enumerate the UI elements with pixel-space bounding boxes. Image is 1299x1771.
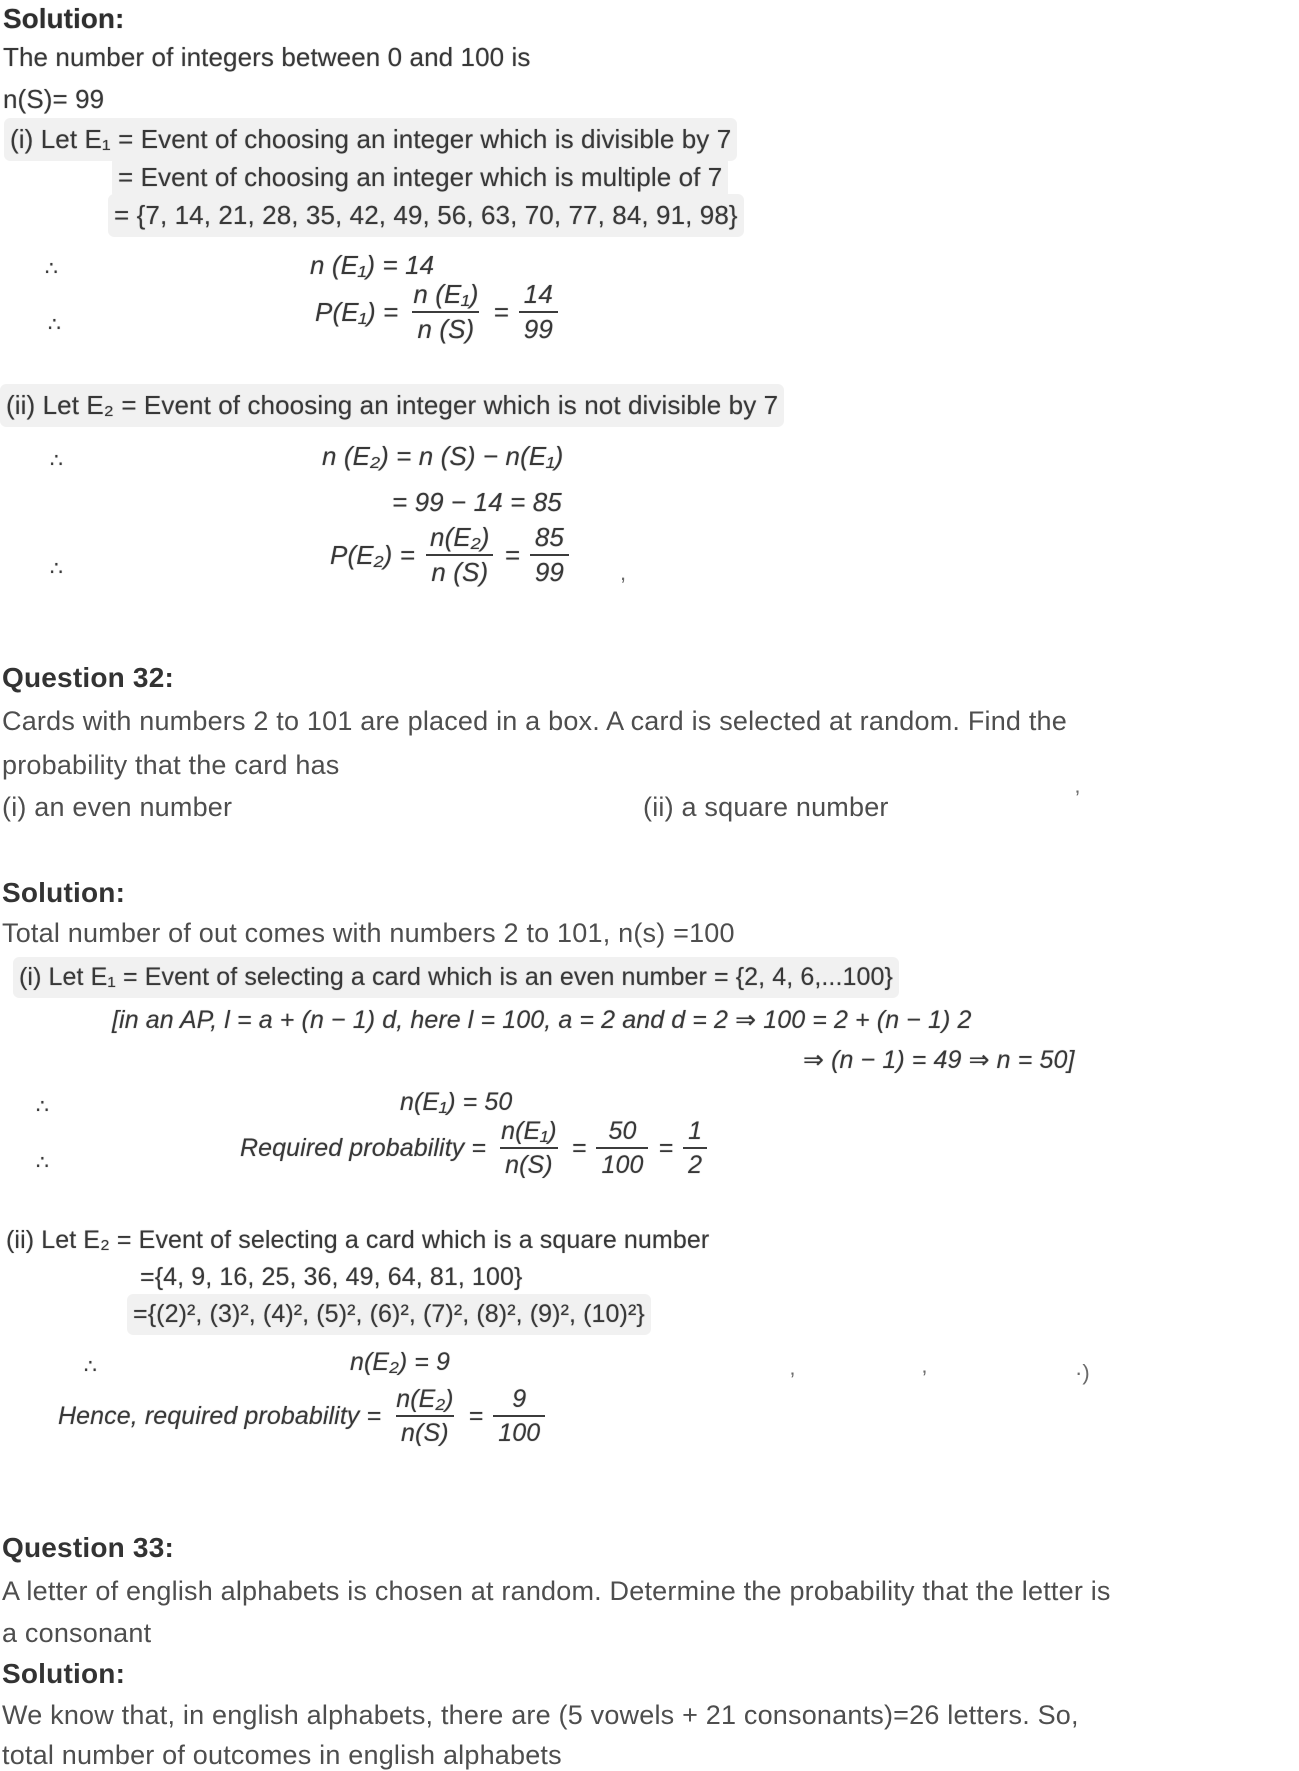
- scan-artifact-comma: ,: [620, 560, 627, 585]
- fraction-denominator: n (S): [412, 311, 479, 343]
- q32-solution-intro: Total number of out comes with numbers 2 to 101, n(s) =100: [2, 918, 735, 948]
- fraction-denominator: 2: [683, 1147, 707, 1178]
- q33-solution-line-1: We know that, in english alphabets, there are (5 vowels + 21 consonants)=26 letters. So,: [2, 1700, 1079, 1730]
- fraction-numerator: n (E₁): [413, 279, 479, 309]
- q32-part-ii-line-2: ={4, 9, 16, 25, 36, 49, 64, 81, 100}: [140, 1263, 523, 1291]
- p-e1-fraction-numeric: [519, 281, 558, 344]
- q32-part-ii-label: (ii) a square number: [643, 792, 889, 822]
- scan-artifact-apostrophe: ’: [1075, 786, 1080, 811]
- q32-part-ii-line-3: ={(2)², (3)², (4)², (5)², (6)², (7)², (8)², (9)², (10)²}: [133, 1300, 645, 1328]
- q31-intro-line-1: The number of integers between 0 and 100 is: [3, 42, 531, 72]
- q31-intro-line-2: n(S)= 99: [3, 84, 105, 114]
- q32-part-i-label: (i) an even number: [2, 792, 233, 822]
- therefore-symbol: ∴: [48, 314, 61, 336]
- hence-probability-lhs: Hence, required probability =: [58, 1401, 382, 1430]
- q33-body-line-1: A letter of english alphabets is chosen at random. Determine the probability that the letter is: [2, 1576, 1111, 1606]
- fraction-denominator: 99: [530, 554, 569, 586]
- scan-artifact-mark: ·): [1075, 1360, 1090, 1385]
- fraction-numerator: 50: [608, 1117, 637, 1145]
- fraction-numerator: 14: [523, 279, 553, 309]
- equals-sign: =: [571, 1133, 587, 1162]
- q31-part-i-line-3: = {7, 14, 21, 28, 35, 42, 49, 56, 63, 70, 77, 84, 91, 98}: [114, 200, 738, 230]
- therefore-symbol: ∴: [84, 1356, 97, 1378]
- equals-sign: =: [468, 1401, 484, 1430]
- therefore-symbol: ∴: [36, 1096, 49, 1118]
- req-fraction-numeric: [596, 1118, 648, 1179]
- req-fraction-simplified: [683, 1118, 707, 1179]
- fraction-numerator: n(E₂): [396, 1385, 454, 1413]
- q32-n-e1-equation: n(E₁) = 50: [400, 1088, 513, 1116]
- q31-p-e2-equation: [330, 524, 569, 587]
- fraction-numerator: n(E₁): [501, 1117, 557, 1145]
- therefore-symbol: ∴: [45, 258, 58, 280]
- fraction-denominator: n(S): [500, 1147, 558, 1178]
- therefore-symbol: ∴: [50, 558, 63, 580]
- q33-body-line-2: a consonant: [2, 1618, 152, 1648]
- q31-part-i-line-1: (i) Let E₁ = Event of choosing an integer which is divisible by 7: [10, 124, 732, 154]
- p-e1-fraction-symbolic: [408, 281, 483, 344]
- fraction-denominator: n (S): [426, 554, 493, 586]
- therefore-symbol: ∴: [36, 1152, 49, 1174]
- q32-required-probability-equation: [240, 1118, 707, 1179]
- hence-fraction-symbolic: [391, 1386, 458, 1447]
- q31-p-e1-equation: [315, 281, 558, 344]
- q33-title: Question 33:: [2, 1532, 174, 1563]
- p-e1-lhs: P(E₁) =: [315, 296, 399, 327]
- fraction-numerator: 9: [512, 1385, 527, 1413]
- q31-part-ii-line-1: (ii) Let E₂ = Event of choosing an integer which is not divisible by 7: [6, 390, 779, 420]
- fraction-numerator: n(E₂): [430, 522, 490, 552]
- q32-ap-line-1: [in an AP, l = a + (n − 1) d, here l = 100, a = 2 and d = 2 ⇒ 100 = 2 + (n − 1) 2: [112, 1006, 972, 1034]
- equals-sign: =: [658, 1133, 674, 1162]
- q31-n-e1-equation: n (E₁) = 14: [310, 250, 435, 280]
- q32-part-i-line-1: (i) Let E₁ = Event of selecting a card which is an even number = {2, 4, 6,...100}: [19, 963, 893, 991]
- q32-body-line-1: Cards with numbers 2 to 101 are placed in a box. A card is selected at random. Find the: [2, 706, 1067, 736]
- q31-n-e2-line-1: n (E₂) = n (S) − n(E₁): [322, 441, 564, 471]
- q32-solution-heading: Solution:: [2, 877, 126, 908]
- q31-part-i-line-2: = Event of choosing an integer which is multiple of 7: [118, 162, 723, 192]
- q33-solution-line-2: total number of outcomes in english alphabets: [2, 1740, 562, 1770]
- q32-body-line-2: probability that the card has: [2, 750, 340, 780]
- hence-fraction-numeric: [493, 1386, 545, 1447]
- q32-title: Question 32:: [2, 662, 174, 693]
- therefore-symbol: ∴: [50, 450, 63, 472]
- equals-sign: =: [493, 296, 509, 327]
- q32-part-ii-line-1: (ii) Let E₂ = Event of selecting a card which is a square number: [6, 1226, 710, 1254]
- fraction-denominator: 100: [596, 1147, 648, 1178]
- fraction-numerator: 1: [688, 1117, 703, 1145]
- q32-ap-line-2: ⇒ (n − 1) = 49 ⇒ n = 50]: [803, 1046, 1075, 1074]
- q31-n-e2-line-2: = 99 − 14 = 85: [392, 487, 562, 517]
- q32-n-e2-equation: n(E₂) = 9: [350, 1348, 451, 1376]
- p-e2-fraction-numeric: [530, 524, 569, 587]
- required-probability-lhs: Required probability =: [240, 1133, 487, 1162]
- req-fraction-symbolic: [496, 1118, 562, 1179]
- q33-solution-heading: Solution:: [2, 1658, 126, 1689]
- fraction-denominator: n(S): [396, 1415, 454, 1446]
- scan-artifact-mark: ’: [790, 1368, 795, 1393]
- p-e2-lhs: P(E₂) =: [330, 539, 416, 570]
- q32-hence-probability-equation: [58, 1386, 545, 1447]
- equals-sign: =: [504, 539, 520, 570]
- fraction-numerator: 85: [534, 522, 564, 552]
- fraction-denominator: 99: [519, 311, 558, 343]
- scan-artifact-mark: ’: [922, 1366, 927, 1391]
- q31-solution-heading: Solution:: [3, 3, 125, 34]
- p-e2-fraction-symbolic: [425, 524, 495, 587]
- fraction-denominator: 100: [493, 1415, 545, 1446]
